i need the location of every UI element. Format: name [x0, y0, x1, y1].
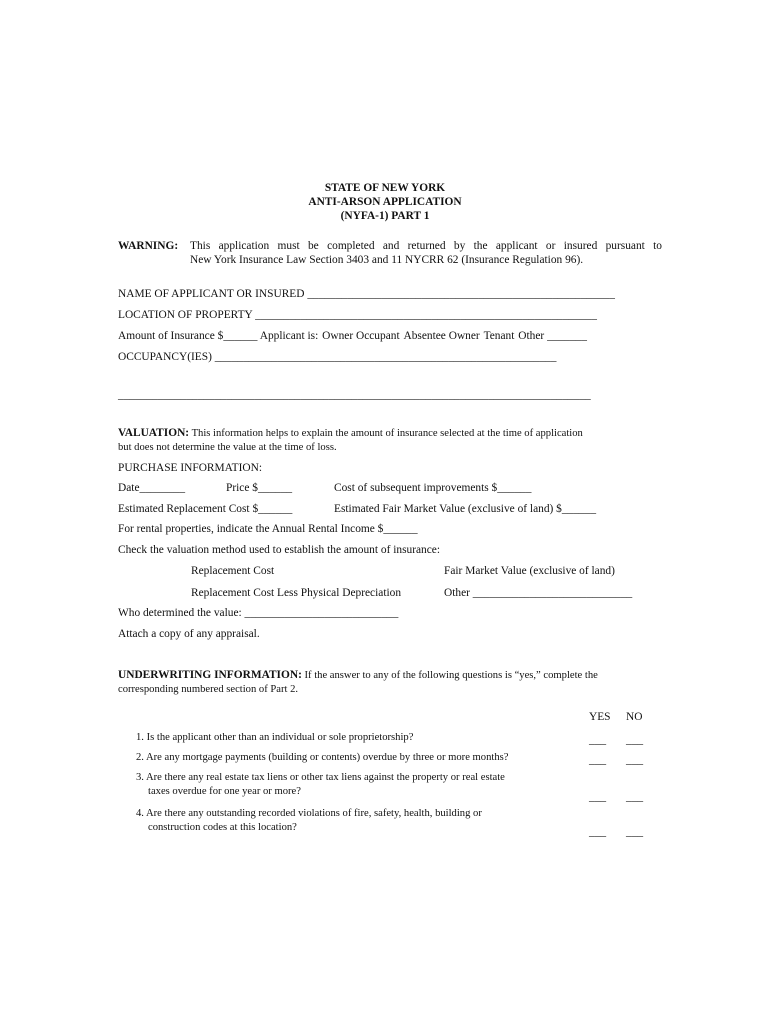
rental-income-field[interactable]: For rental properties, indicate the Annual Rental Income $______	[118, 523, 418, 535]
valuation-text: This information helps to explain the amount of insurance selected at the time of application	[191, 428, 583, 439]
applicant-name-field[interactable]: NAME OF APPLICANT OR INSURED ______________________________________________________	[118, 288, 615, 300]
blank-line-field[interactable]: ___________________________________________________________________________________	[118, 389, 591, 401]
question-2-no-field[interactable]: ___	[626, 754, 644, 766]
value-determined-by-field[interactable]: Who determined the value: ___________________________	[118, 607, 399, 619]
purchase-price-field[interactable]: Price $______	[226, 482, 293, 494]
replacement-cost-field[interactable]: Estimated Replacement Cost $______	[118, 503, 293, 515]
underwriting-text: If the answer to any of the following questions is “yes,” complete the	[304, 670, 598, 681]
question-3-line2: taxes overdue for one year or more?	[148, 786, 301, 797]
valuation-method-prompt: Check the valuation method used to establish the amount of insurance:	[118, 544, 441, 556]
valuation-intro-line2: but does not determine the value at the time of loss.	[118, 442, 337, 453]
question-2-yes-field[interactable]: ___	[589, 754, 607, 766]
warning-text-line1: This application must be completed and returned by the applicant or insured pursuant to	[190, 240, 662, 252]
purchase-date-field[interactable]: Date________	[118, 482, 186, 494]
warning-label: WARNING:	[118, 240, 179, 252]
amount-of-insurance-field[interactable]: Amount of Insurance $______ Applicant is:	[118, 330, 319, 342]
underwriting-intro-line1	[118, 669, 598, 681]
question-4-line2: construction codes at this location?	[148, 822, 297, 833]
question-2: 2. Are any mortgage payments (building or contents) overdue by three or more months?	[136, 752, 509, 763]
other-option[interactable]: Other _______	[518, 330, 587, 342]
question-3-line1: 3. Are there any real estate tax liens or other tax liens against the property or real estate	[136, 772, 505, 783]
method-other-option[interactable]: Other ____________________________	[444, 587, 633, 599]
tenant-option[interactable]: Tenant	[483, 330, 515, 342]
improvements-cost-field[interactable]: Cost of subsequent improvements $______	[334, 482, 532, 494]
warning-text-line2: New York Insurance Law Section 3403 and 11 NYCRR 62 (Insurance Regulation 96).	[190, 254, 584, 266]
form-title-code: (NYFA-1) PART 1	[340, 210, 430, 222]
underwriting-intro-line2: corresponding numbered section of Part 2.	[118, 684, 299, 695]
question-1-no-field[interactable]: ___	[626, 734, 644, 746]
amount-and-applicant-type-row	[118, 330, 587, 342]
question-4-no-field[interactable]: ___	[626, 826, 644, 838]
occupancy-field[interactable]: OCCUPANCY(IES) ____________________________________________________________	[118, 351, 557, 363]
valuation-label: VALUATION:	[118, 427, 190, 439]
purchase-information-heading: PURCHASE INFORMATION:	[118, 462, 262, 474]
question-3-no-field[interactable]: ___	[626, 791, 644, 803]
method-fair-market-value-option[interactable]: Fair Market Value (exclusive of land)	[444, 565, 615, 577]
underwriting-label: UNDERWRITING INFORMATION:	[118, 669, 302, 681]
question-1: 1. Is the applicant other than an individual or sole proprietorship?	[136, 732, 414, 743]
property-location-field[interactable]: LOCATION OF PROPERTY ____________________________________________________________	[118, 309, 597, 321]
question-3-yes-field[interactable]: ___	[589, 791, 607, 803]
method-rc-less-depreciation-option[interactable]: Replacement Cost Less Physical Depreciation	[191, 587, 402, 599]
method-replacement-cost-option[interactable]: Replacement Cost	[191, 565, 275, 577]
owner-occupant-option[interactable]: Owner Occupant	[322, 330, 400, 342]
form-title-state: STATE OF NEW YORK	[324, 182, 446, 194]
question-4-line1: 4. Are there any outstanding recorded violations of fire, safety, health, building or	[136, 808, 482, 819]
absentee-owner-option[interactable]: Absentee Owner	[403, 330, 480, 342]
form-title-application: ANTI-ARSON APPLICATION	[308, 196, 462, 208]
yes-column-header: YES	[589, 711, 611, 723]
no-column-header: NO	[626, 711, 643, 723]
valuation-intro-line1	[118, 427, 583, 439]
fair-market-value-field[interactable]: Estimated Fair Market Value (exclusive of land) $______	[334, 503, 597, 515]
attach-appraisal-note: Attach a copy of any appraisal.	[118, 628, 260, 640]
question-4-yes-field[interactable]: ___	[589, 826, 607, 838]
question-1-yes-field[interactable]: ___	[589, 734, 607, 746]
